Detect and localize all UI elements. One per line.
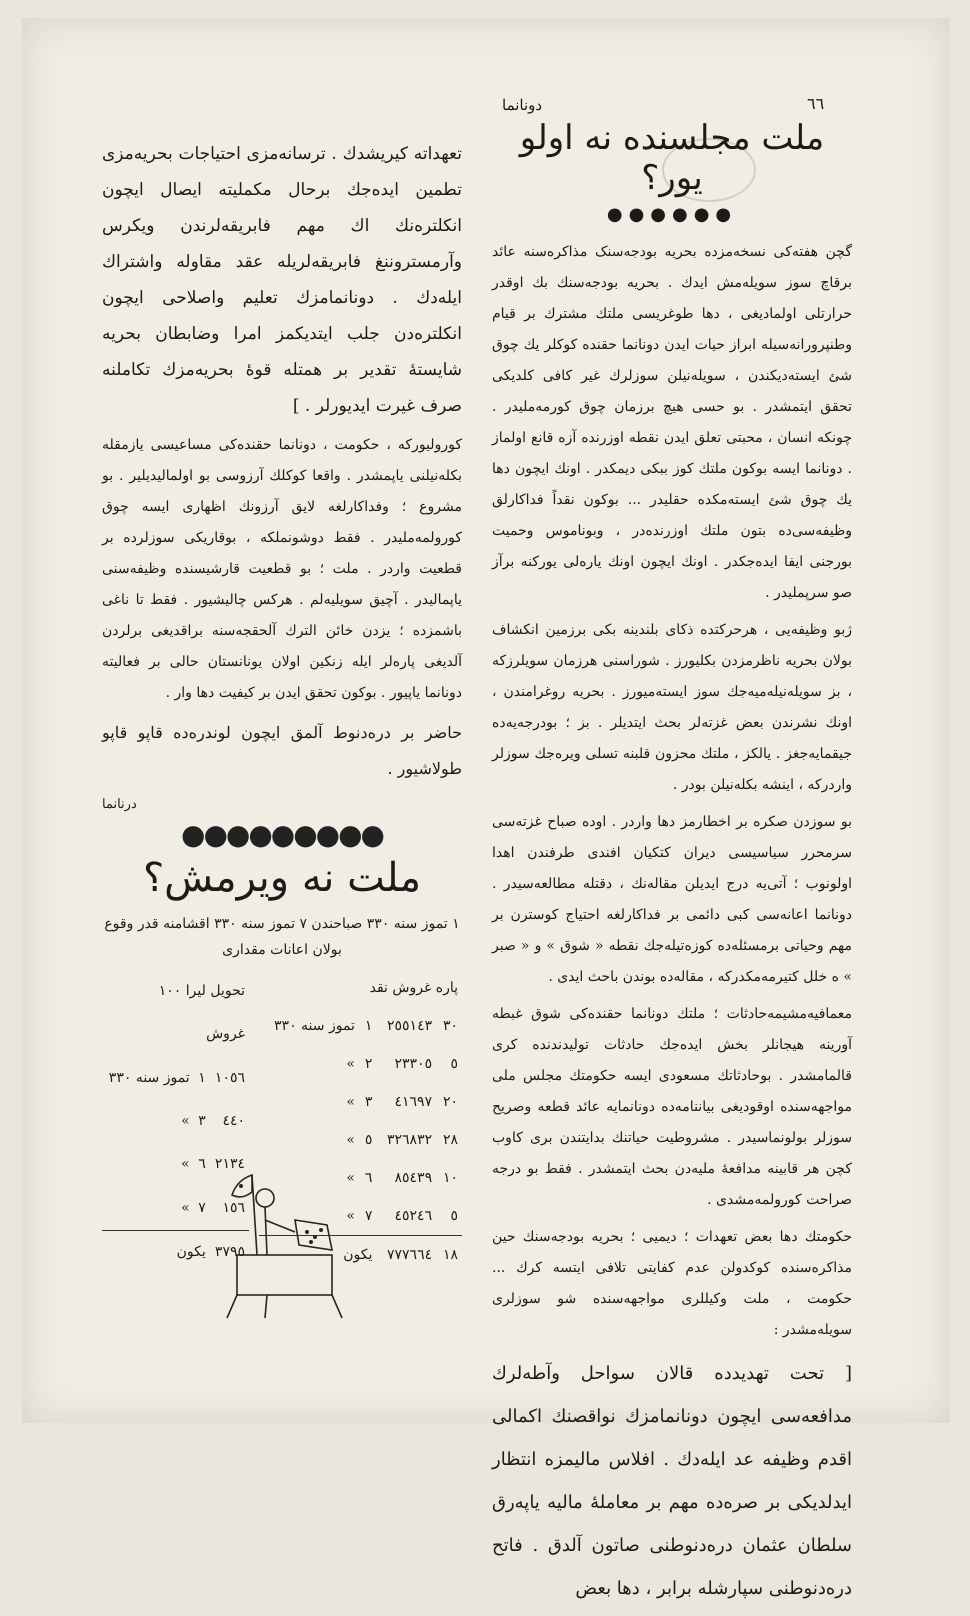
table-row: ٢٠ ٤١٦٩٧ ٣ »: [346, 1094, 458, 1110]
table-row: ٥ ٤٥٢٤٦ ٧ »: [346, 1208, 458, 1224]
continued-quote: تعهداته کیریشدك . ترسانه‌مزی احتیاجات بحریه‌مزی تطمین ایده‌جك برحال مکملیته ایصال ایچون انکلتره‌نك اك مهم فابریقه‌لرندن ویکرس وآرمستروننغ فابریقه‌لریله عقد مقاوله واشتراك ایله‌دك . دونانمامزك تعلیم واصلاحی ایچون انکلتره‌دن جلب ایتدیکمز امرا وضابطان بحریه شایستهٔ تقدیر بر همتله قوهٔ بحریه‌مزك تکاملنه صرف غیرت ایدیورلر . ]: [102, 144, 462, 416]
donations-subtitle: ١ تموز سنه ٣٣٠ صباحندن ٧ تموز سنه ٣٣٠ اقشامنه قدر وقوع بولان اعانات مقداری: [104, 916, 460, 958]
cash-table-header: پاره غروش نقد: [369, 980, 458, 996]
donations-title: ملت نه ویرمش؟: [142, 855, 422, 901]
table-row: ٢١٣٤ ٦ »: [181, 1156, 245, 1173]
lira-table-header: تحویل لیرا ١٠٠: [158, 982, 245, 999]
article-title: ملت مجلسنده نه اولو یور؟: [519, 118, 825, 198]
article-paragraph-5: حکومتك دها بعض تعهدات ؛ دیمیی ؛ بحریه بودجه‌سنك حین مذاکره‌سنده کوکدولن عدم کفایتی تلافی ایتسه کرك ... حکومت ، ملت وکیللری مواجهه‌سنده شو سوزلری سویله‌مشدر :: [492, 1229, 852, 1338]
commentary-paragraph: کورولیورکه ، حکومت ، دونانما حقنده‌کی مساعیسی یازمقله بکله‌نیلنی یاپمشدر . واقعا کوکلك آرزوسی بو اولمالیدیلیر . بو مشروع ؛ وفداکارلغه لایق آرزونك اظهاری ایسه چوق کورولمه‌ملیدر . فقط دوشونملکه ، بوقاریکی سوزلرده بر قطعیت واردر . ملت ؛ بو قطعیت قارشیسنده وظیفه‌سنی یاپمالیدر . آچیق سویلیه‌لم . هرکس چالیشیور . فقط تا ناغی باشمزده ؛ یزدن خائن الترك آلحقجه‌سنه براقدیغی برلردن آلدیغی پارەلر ایله زنکین اولان یونانستان حالی بر فعالیته دونانما یاپیور . بوکون تحقق ایدن بر کیفیت دها وار .: [102, 437, 462, 701]
closing-paragraph: حاضر بر دره‌دنوط آلمق ایچون لوندره‌ده قاپو قاپو طولاشیور .: [102, 723, 462, 778]
title-separator: ●●●●●●: [606, 204, 738, 225]
running-title: دونانما: [502, 96, 543, 114]
newspaper-page: [22, 18, 950, 1599]
article-paragraph-2: ژبو وظیفه‌یی ، هرحرکتده ذکای بلندینه بکی برزمین انکشاف بولان بحریه ناظرمزدن بکلیورز . شوراسنی هرزمان سویلرزکه ، بز سویله‌نیله‌میه‌جك سوز ایسته‌میورز . بحریه روغرامندن ، اونك نشرندن بعض غزته‌لر بحث ایتدیلر . بز ؛ بودرجه‌یه‌ده جیقمایه‌جغز . یالکز ، ملتك محزون قلبنه تسلی ویره‌جك سوزلر واردرکه ، اینشه بکله‌نیلن بودر .: [492, 622, 852, 793]
flag-bearer-drawing-icon: [207, 1170, 367, 1320]
table-total-row: ٣٧٩٥ یکون: [102, 1230, 249, 1274]
byline: درنانما: [102, 797, 137, 812]
left-column: [102, 136, 462, 1274]
section-separator: ●●●●●●●●●: [181, 818, 383, 851]
table-row: ١٠ ٨٥٤٣٩ ٦ »: [346, 1170, 458, 1186]
quoted-statement: [ تحت تهدیدده قالان سواحل وآطه‌لرك مدافعه‌سی ایچون دونانمامزك نواقصنك اکمالی اقدم وظیفه عد ایله‌دك . افلاس مالیمزه انتظار ایدلدیکی بر صره‌ده مهم بر معاملهٔ مالیه یاپه‌رق سلطان عثمان دره‌دنوطنی صاتون آلدق . فاتح دره‌دنوطنی سپارشله برابر ، دها بعض: [492, 1363, 852, 1599]
right-column: [492, 118, 852, 1616]
article-paragraph-4: معمافیه‌مشیمه‌حادثات ؛ ملتك دونانما حقنده‌کی شوق غبطه آورینه هیجانلر بخش ایده‌جك حادثات تولیدندنده کری قالمامشدر . بوحادثاتك مسعودی ایسه حکومتك مجلس ملی مواجهه‌سنده اوقودیغی بیاننامه‌ده دونانمایه عائد قطعه وصریح سوزلر بولونماسیدر . مشروطیت حیاتنك بدایتندن بری کاوب کچن هر قابینه مدافعهٔ ملیه‌دن بحث ایتمشدر . فقط بو درجه صراحت کورولمه‌مشدی .: [492, 1006, 852, 1208]
article-paragraph-1: گچن هفته‌کی نسخه‌مزده بحریه بودجه‌سنک مذاکره‌سنه عائد برقاچ سوز سویله‌مش ایدك . بحریه بودجه‌سنك بك اوقدر حرارتلی اولمادیغی ، دها طوغریسی ملتك مشترك بر قیام وطنپرورانه‌سیله ابراز حیات ایدن دونانما حقنده کوکلر یك چوق شئ ایسته‌دیکندن ، سویله‌نیلن سوزلرك غیر کافی کلدیکی تحقق ایتمشدر . بو حسی هیچ برزمان چوق کورمه‌ملیدر . چونکه انسان ، محبتی تعلق ایدن نقطه اوزرنده آزه قانع اولماز . دونانما ایسه بوکون ملتك کوز ببکی دیمکدر . اونك ایچون دها یك چوق شئ ایسته‌مکده حقلیدر ... بوکون نقداً فداکارلق وظیفه‌سی‌ده بتون ملتك اوزرنده‌در ، وبوناموس وحمیت بورجنی ایفا ایده‌جکدر . اونك ایچون اونك یارەلی یورکنه برآز صو سرپملیدر .: [492, 244, 852, 601]
table-row: ٣٠ ٢٥٥١٤٣ ١ تموز سنه ٣٣٠: [274, 1018, 458, 1034]
table-row: ١٠٥٦ ١ تموز سنه ٣٣٠: [108, 1069, 245, 1086]
table-total-row: ١٨ ٧٧٧٦٦٤ یکون: [259, 1236, 462, 1275]
table-row: ٢٨ ٣٢٦٨٣٢ ٥ »: [346, 1132, 458, 1148]
table-row: ٥ ٢٣٣٠٥ ٢ »: [346, 1056, 458, 1072]
lira-table-subheader: غروش: [206, 1026, 245, 1043]
table-row: ١٥٦ ٧ »: [181, 1199, 245, 1216]
page-number: ٦٦: [807, 94, 825, 113]
article-paragraph-3: بو سوزدن صکره بر اخطارمز دها واردر . اوده صباح غزته‌سی سرمحرر سیاسیسی دیران کتکیان افندی طرفندن اهدا اولونوب ؛ آتی‌یه درج ایدیلن مقاله‌نك ، دقتله مطالعه‌سیدر . دونانما اعانه‌سی کبی دائمی بر فداکارلغه احتیاج کوسترن بر مهم وحیاتی برمسئله‌ده کوزه‌تیله‌جك نقطه « شوق » و « صبر » ه خلل کتیرمه‌مکدرکه ، مقاله‌ده بوندن باحث ایدی .: [492, 814, 852, 985]
table-row: ٤٤٠ ٣ »: [181, 1112, 245, 1129]
